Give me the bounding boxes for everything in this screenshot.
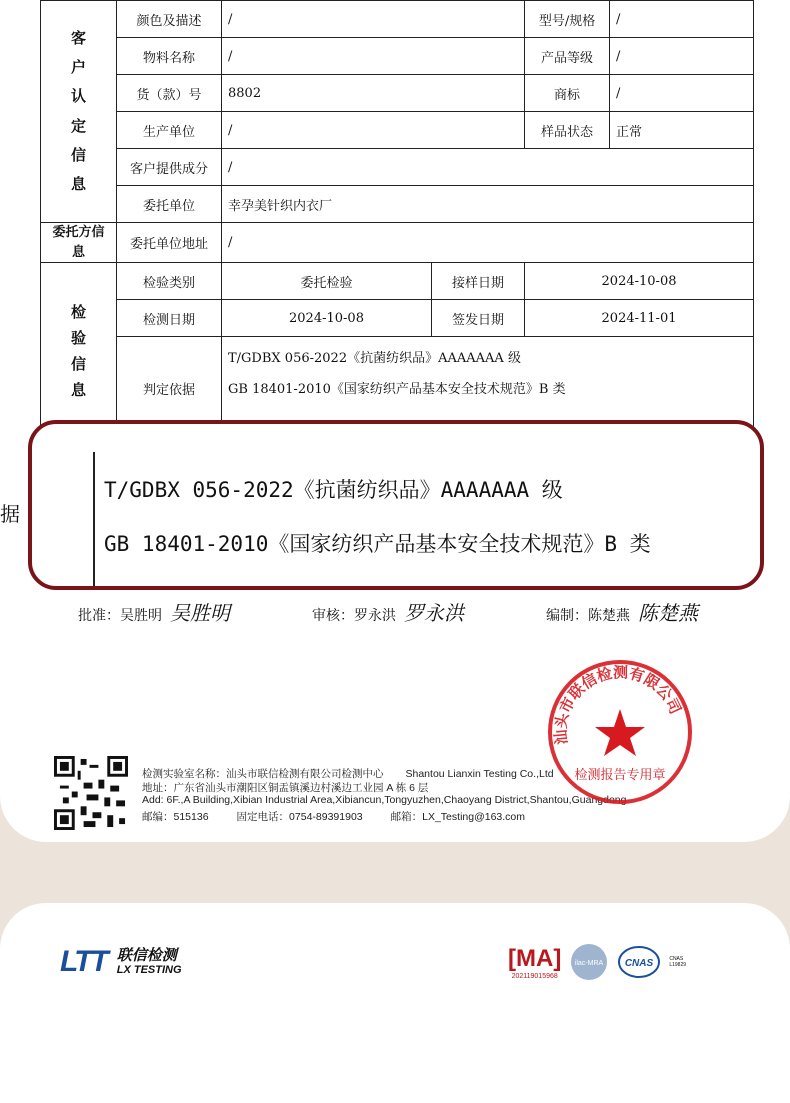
cell-label: 物料名称 bbox=[117, 38, 222, 75]
cell-value: 2024-10-08 bbox=[222, 300, 432, 337]
official-seal-icon bbox=[545, 657, 695, 807]
table-row bbox=[41, 75, 754, 112]
cell-value: / bbox=[222, 112, 525, 149]
cell-label: 产品等级 bbox=[525, 38, 610, 75]
svg-text:检测报告专用章: 检测报告专用章 bbox=[574, 768, 666, 783]
cell-value: / bbox=[610, 38, 754, 75]
cell-value: 2024-10-08 bbox=[525, 263, 754, 300]
cell-value: 正常 bbox=[610, 112, 754, 149]
cell-label: 商标 bbox=[525, 75, 610, 112]
cell-label: 签发日期 bbox=[432, 300, 525, 337]
cell-value: / bbox=[610, 75, 754, 112]
cell-label: 委托单位地址 bbox=[117, 223, 222, 263]
cell-value: / bbox=[610, 1, 754, 38]
cell-value: / bbox=[222, 1, 525, 38]
cell-value: 幸孕美针织内衣厂 bbox=[222, 186, 754, 223]
handwritten-signature: 罗永洪 bbox=[404, 601, 464, 625]
handwritten-signature: 陈楚燕 bbox=[638, 601, 698, 625]
contact-line: 邮编：515136 固定电话：0754-89391903 邮箱：LX_Testing@163.com bbox=[142, 811, 526, 823]
magnified-side-char: 据 bbox=[0, 502, 20, 526]
lab-name-line: 检测实验室名称：汕头市联信检测有限公司检测中心 Shantou Lianxin Testing Co.,Ltd bbox=[142, 768, 554, 780]
qr-code-icon bbox=[54, 756, 128, 830]
cell-value: / bbox=[222, 149, 754, 186]
cell-label: 型号/规格 bbox=[525, 1, 610, 38]
table-row bbox=[41, 263, 754, 300]
brand-logo: LTT 联信检测 LX TESTING bbox=[60, 945, 182, 978]
cell-label: 委托单位 bbox=[117, 186, 222, 223]
table-row bbox=[41, 186, 754, 223]
svg-text:CNAS: CNAS bbox=[625, 958, 654, 969]
certification-logos: [MA] 202119015968 ilac-MRA CNAS CNAS L19829 bbox=[508, 942, 699, 982]
customer-group-label: 客户认定信息 bbox=[41, 1, 117, 223]
cnas-logo-icon bbox=[617, 944, 661, 980]
cell-label: 接样日期 bbox=[432, 263, 525, 300]
cell-label: 检测日期 bbox=[117, 300, 222, 337]
review-signature: 审核：罗永洪 罗永洪 bbox=[312, 601, 464, 625]
cell-value: 8802 bbox=[222, 75, 525, 112]
address-en-line: Add: 6F.,A Building,Xibian Industrial Area,Xibiancun,Tongyuzhen,Chaoyang District,Shantou,Guangdong bbox=[142, 794, 627, 806]
svg-text:ilac-MRA: ilac-MRA bbox=[575, 960, 604, 967]
cell-label: 样品状态 bbox=[525, 112, 610, 149]
brand-mark-icon: LTT bbox=[60, 945, 107, 978]
compile-signature: 编制：陈楚燕 陈楚燕 bbox=[546, 601, 698, 625]
table-row bbox=[41, 223, 754, 263]
cell-value: / bbox=[222, 38, 525, 75]
ilac-mra-logo-icon bbox=[569, 942, 609, 982]
svg-text:汕头市联信检测有限公司: 汕头市联信检测有限公司 bbox=[551, 663, 685, 746]
cell-value: 2024-11-01 bbox=[525, 300, 754, 337]
cma-logo-icon: [MA] bbox=[508, 944, 562, 972]
address-line: 地址：广东省汕头市潮阳区铜盂镇溪边村溪边工业园 A 栋 6 层 bbox=[142, 782, 429, 794]
cell-label: 货（款）号 bbox=[117, 75, 222, 112]
cell-label: 检验类别 bbox=[117, 263, 222, 300]
cell-label: 判定依据 bbox=[117, 337, 222, 440]
magnified-line-2: GB 18401-2010《国家纺织产品基本安全技术规范》B 类 bbox=[104, 532, 651, 556]
cell-value: / bbox=[222, 223, 754, 263]
basis-line: GB 18401-2010《国家纺织产品基本安全技术规范》B 类 bbox=[228, 382, 566, 398]
table-row bbox=[41, 1, 754, 38]
cell-value: 委托检验 bbox=[222, 263, 432, 300]
cell-label: 生产单位 bbox=[117, 112, 222, 149]
cell-label: 客户提供成分 bbox=[117, 149, 222, 186]
table-row bbox=[41, 149, 754, 186]
report-table bbox=[40, 0, 754, 440]
magnified-basis-panel bbox=[28, 420, 764, 590]
cell-label: 颜色及描述 bbox=[117, 1, 222, 38]
table-row bbox=[41, 300, 754, 337]
inspection-group-label: 检验信息 bbox=[41, 263, 117, 440]
handwritten-signature: 吴胜明 bbox=[170, 601, 230, 625]
client-group-label: 委托方信息 bbox=[41, 223, 117, 263]
table-row bbox=[41, 112, 754, 149]
next-card bbox=[0, 903, 790, 1103]
table-row bbox=[41, 38, 754, 75]
basis-line: T/GDBX 056-2022《抗菌纺织品》AAAAAAA 级 bbox=[228, 351, 521, 366]
approve-signature: 批准：吴胜明 吴胜明 bbox=[78, 601, 230, 625]
magnified-line-1: T/GDBX 056-2022《抗菌纺织品》AAAAAAA 级 bbox=[104, 478, 563, 502]
divider bbox=[93, 452, 95, 590]
